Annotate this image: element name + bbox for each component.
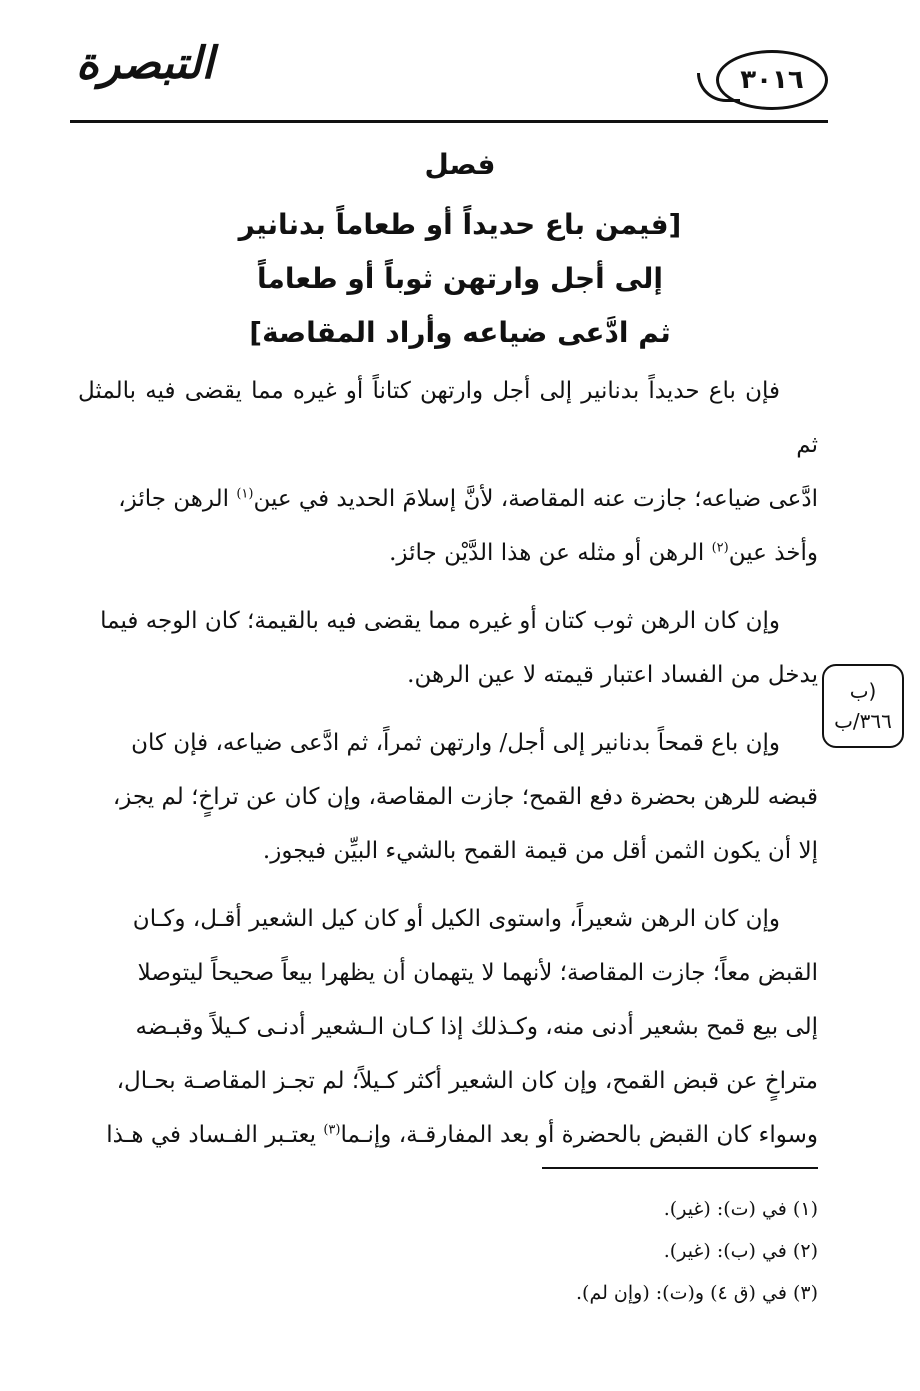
header-rule: [70, 120, 828, 123]
footnote-ref[interactable]: (٢): [711, 540, 729, 556]
text-line: ادَّعى ضياعه؛ جازت عنه المقاصة، لأنَّ إسلامَ الحديد في عين$^{(١)}$ الرهن جائز،: [118, 486, 818, 512]
text-line: يدخل من الفساد اعتبار قيمته لا عين الرهن.: [407, 662, 818, 688]
paragraph: [78, 364, 818, 580]
page-number-badge: [716, 50, 828, 110]
body-text: [78, 364, 818, 1162]
text-line: إلى بيع قمح بشعير أدنى منه، وكـذلك إذا كـان الـشعير أدنـى كـيلاً وقبـضه: [135, 1014, 818, 1040]
text-line: وإن كان الرهن شعيراً، واستوى الكيل أو كان كيل الشعير أقـل، وكـان: [132, 906, 780, 932]
book-title: التبصرة: [76, 38, 214, 89]
text-line: وأخذ عين$^{(٢)}$ الرهن أو مثله عن هذا الدَّيْن جائز.: [389, 540, 818, 566]
page-number: ٣٠١٦: [740, 65, 804, 95]
paragraph: [78, 892, 818, 1162]
margin-note-line-1: (ب: [849, 679, 877, 703]
text-line: وإن كان الرهن ثوب كتان أو غيره مما يقضى فيه بالقيمة؛ كان الوجه فيما: [100, 608, 780, 634]
text-line: وإن باع قمحاً بدنانير إلى أجل/ وارتهن ثمراً، ثم ادَّعى ضياعه، فإن كان: [131, 730, 780, 756]
section-title-line-2: إلى أجل وارتهن ثوباً أو طعاماً: [257, 262, 663, 295]
section-label: فصل: [424, 148, 496, 181]
text-line: إلا أن يكون الثمن أقل من قيمة القمح بالشيء البيِّن فيجوز.: [262, 838, 818, 864]
footnote-1: (١) في (ت): (غير).: [663, 1198, 818, 1220]
text-line: متراخٍ عن قبض القمح، وإن كان الشعير أكثر كـيلاً؛ لم تجـز المقاصـة بحـال،: [116, 1068, 818, 1094]
text-line: قبضه للرهن بحضرة دفع القمح؛ جازت المقاصة، وإن كان عن تراخٍ؛ لم يجز،: [112, 784, 818, 810]
footnotes: [78, 1188, 818, 1314]
section-title-line-3: ثم ادَّعى ضياعه وأراد المقاصة]: [249, 316, 671, 349]
margin-note: [822, 664, 904, 748]
page-header: [70, 38, 828, 128]
footnote-ref[interactable]: (٣): [323, 1122, 341, 1138]
footnote-rule: [542, 1167, 818, 1169]
margin-note-line-2: ٣٦٦/ب: [834, 709, 892, 733]
text-line: القبض معاً؛ جازت المقاصة؛ لأنهما لا يتهمان أن يظهرا بيعاً صحيحاً ليتوصلا: [137, 960, 818, 986]
footnote-3: (٣) في (ق ٤) و(ت): (وإن لم).: [576, 1282, 818, 1304]
footnote-2: (٢) في (ب): (غير).: [663, 1240, 818, 1262]
footnote-ref[interactable]: (١): [236, 486, 254, 502]
paragraph: [78, 716, 818, 878]
paragraph: [78, 594, 818, 702]
section-title-line-1: [فيمن باع حديداً أو طعاماً بدنانير: [238, 208, 682, 241]
text-line: وسواء كان القبض بالحضرة أو بعد المفارقـة، وإنـما$^{(٣)}$ يعتـبر الفـساد في هـذا: [106, 1122, 818, 1148]
text-line: فإن باع حديداً بدنانير إلى أجل وارتهن كتاناً أو غيره مما يقضى فيه بالمثل ثم: [78, 378, 818, 458]
